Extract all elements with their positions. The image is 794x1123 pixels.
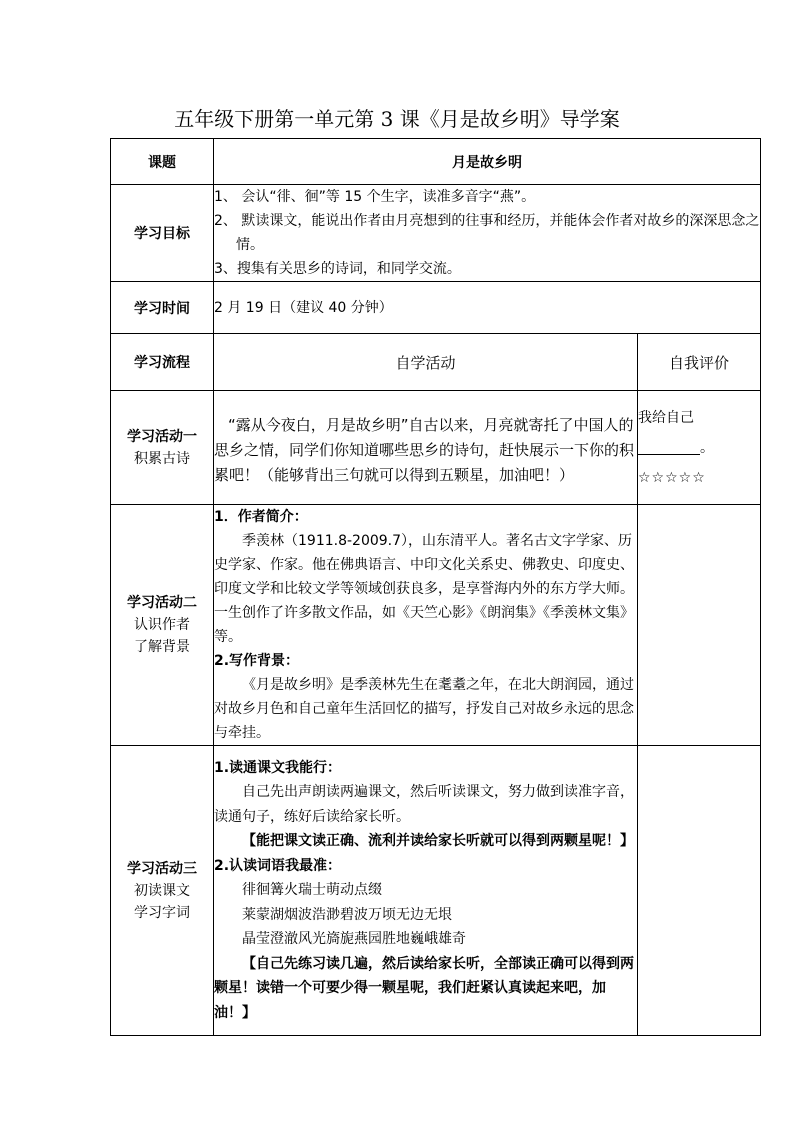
activity3-content [214, 746, 638, 1036]
word-line: 晶莹澄澈风光旖旎燕园胜地巍峨雄奇 [242, 931, 466, 948]
activity3-label [111, 746, 214, 1036]
goals-row [111, 185, 761, 282]
word-line: 徘徊篝火瑞士萌动点缀 [242, 882, 382, 899]
activity1-row [111, 391, 761, 505]
words-heading: 2.认读词语我最准： [214, 857, 342, 874]
reading-heading: 1.读通课文我能行： [214, 759, 342, 776]
blank-line [638, 440, 700, 455]
time-label: 学习时间 [111, 282, 214, 334]
activity2-row [111, 505, 761, 746]
author-heading: 1．作者简介： [214, 509, 308, 525]
goal-item: 2、 默读课文，能说出作者由月亮想到的往事和经历，并能体会作者对故乡的深深思念之情。 [214, 213, 760, 253]
flow-label: 学习流程 [111, 334, 214, 391]
activity1-paragraph: “露从今夜白，月是故乡明”自古以来，月亮就寄托了中国人的思乡之情，同学们你知道哪些思乡的诗句，赶快展示一下你的积累吧！（能够背出三句就可以得到五颗星，加油吧！） [214, 416, 635, 484]
time-value: 2 月 19 日（建议 40 分钟） [214, 282, 761, 334]
activity3-eval [638, 746, 761, 1036]
page-title: 五年级下册第一单元第 3 课《月是故乡明》导学案 [174, 107, 620, 131]
activity1-subtitle: 积累古诗 [134, 450, 190, 467]
word-line: 莱蒙湖烟波浩渺碧波万顷无边无垠 [242, 906, 452, 923]
words-note: 【自己先练习读几遍，然后读给家长听，全部读正确可以得到两颗星！读错一个可要少得一颗星呢，我们赶紧认真读起来吧，加油！】 [214, 955, 634, 1021]
activity1-label [111, 391, 214, 505]
time-row [111, 282, 761, 334]
eval-suffix: 。 [700, 439, 714, 456]
eval-header: 自我评价 [638, 334, 761, 391]
goal-item: 1、 会认“徘、徊”等 15 个生字，读准多音字“燕”。 [214, 189, 536, 205]
activity3-subtitle: 学习字词 [134, 904, 190, 921]
activity3-row [111, 746, 761, 1036]
activity2-eval [638, 505, 761, 746]
eval-blank-line [638, 433, 760, 463]
study-guide-table [110, 138, 761, 1036]
goals-cell [214, 185, 761, 282]
author-paragraph: 季羡林（1911.8-2009.7），山东清平人。著名古文字学家、历史学家、作家。他在佛典语言、中印文化关系史、佛教史、印度史、印度文学和比较文学等领域创获良多，是享誉海内外的东方学大师。一生创作了许多散文作品，如《天竺心影》《朗润集》《季羡林文集》等。 [214, 533, 634, 645]
activity2-subtitle: 认识作者 [134, 617, 190, 633]
activity1-title: 学习活动一 [127, 428, 197, 445]
activity3-subtitle: 初读课文 [134, 882, 190, 899]
eval-text: 我给自己 [638, 409, 694, 426]
activity1-eval [638, 391, 761, 505]
background-heading: 2.写作背景： [214, 653, 300, 669]
goal-item: 3、搜集有关思乡的诗词，和同学交流。 [214, 261, 461, 277]
reading-paragraph: 自己先出声朗读两遍课文，然后听读课文，努力做到读准字音，读通句子，练好后读给家长听。 [214, 784, 634, 825]
reading-note: 【能把课文读正确、流利并读给家长听就可以得到两颗星呢！】 [242, 833, 634, 850]
activity2-subtitle: 了解背景 [134, 639, 190, 655]
star-rating-icon: ☆☆☆☆☆ [638, 469, 706, 486]
activity2-content [214, 505, 638, 746]
activity2-label [111, 505, 214, 746]
goals-label: 学习目标 [111, 185, 214, 282]
topic-label: 课题 [111, 139, 214, 185]
topic-row [111, 139, 761, 185]
activity2-title: 学习活动二 [127, 595, 197, 611]
background-paragraph: 《月是故乡明》是季羡林先生在耄耋之年，在北大朗润园，通过对故乡月色和自己童年生活回忆的描写，抒发自己对故乡永远的思念与牵挂。 [214, 677, 634, 741]
activity-header: 自学活动 [214, 334, 638, 391]
activity3-title: 学习活动三 [127, 860, 197, 877]
topic-value: 月是故乡明 [214, 139, 761, 185]
activity1-text [214, 391, 638, 505]
flow-header-row [111, 334, 761, 391]
